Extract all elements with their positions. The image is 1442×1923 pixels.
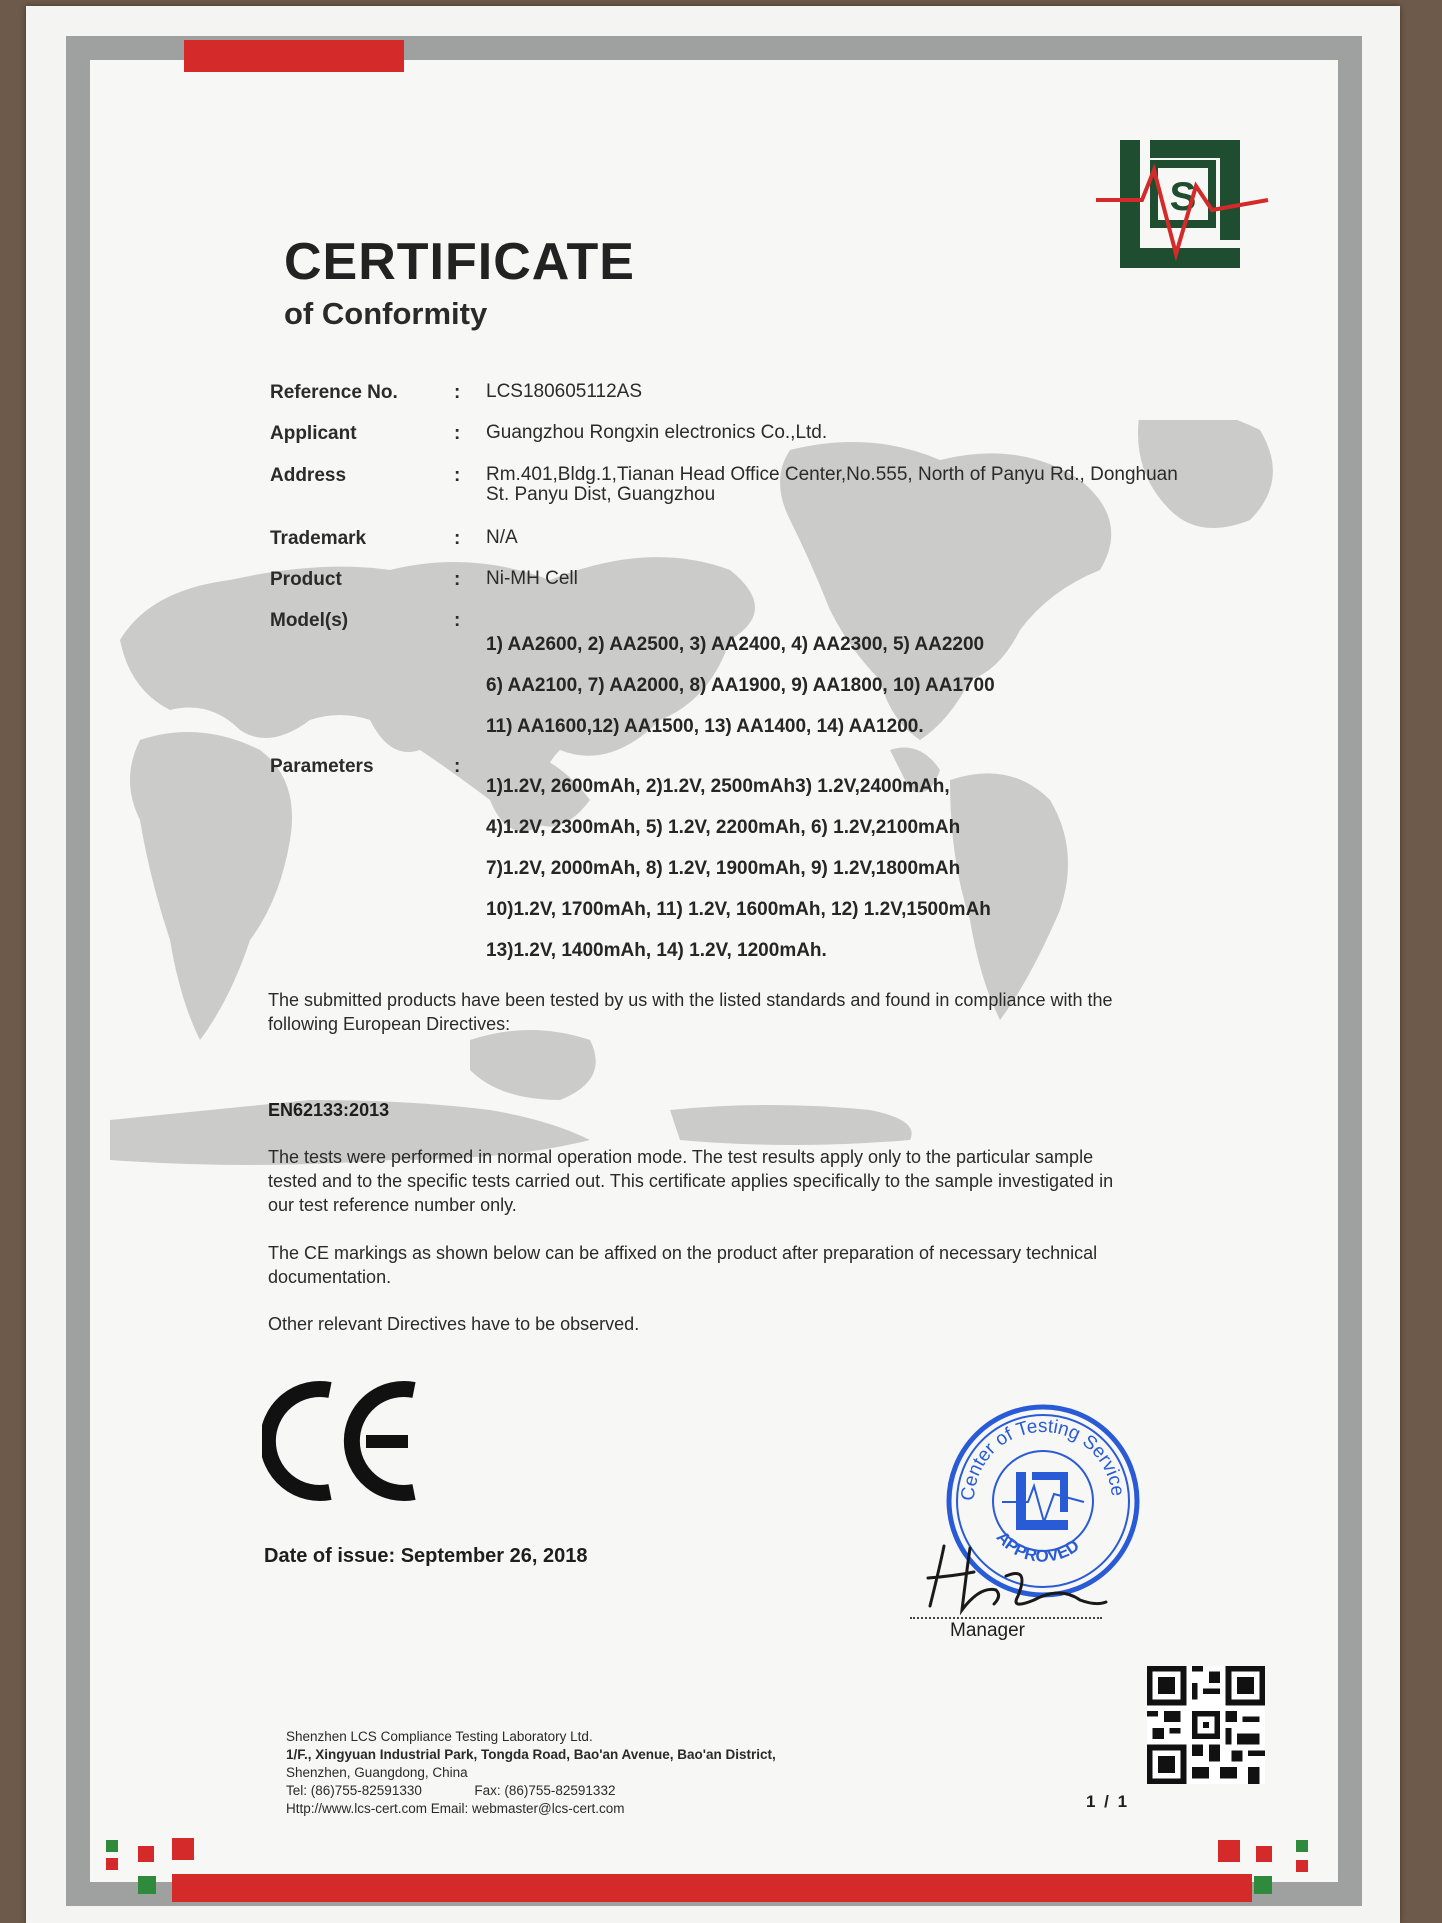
svg-text:S: S — [1169, 175, 1197, 219]
field-value: Guangzhou Rongxin electronics Co.,Ltd. — [486, 422, 828, 443]
list-item: 7)1.2V, 2000mAh, 8) 1.2V, 1900mAh, 9) 1.2V,1800mAh — [486, 858, 961, 879]
footer-line: Http://www.lcs-cert.com Email: webmaster@lcs-cert.com — [286, 1801, 625, 1816]
signer-title: Manager — [950, 1620, 1025, 1641]
corner-square — [1256, 1846, 1272, 1862]
corner-square — [138, 1846, 154, 1862]
lab-footer — [286, 1728, 776, 1818]
field-label: Address — [270, 465, 347, 486]
corner-square — [172, 1838, 194, 1860]
list-item: 1)1.2V, 2600mAh, 2)1.2V, 2500mAh3) 1.2V,2400mAh, — [486, 776, 950, 797]
list-item: 6) AA2100, 7) AA2000, 8) AA1900, 9) AA1800, 10) AA1700 — [486, 675, 995, 696]
corner-square — [1218, 1840, 1240, 1862]
field-value: LCS180605112AS — [486, 381, 642, 402]
corner-square — [106, 1858, 118, 1870]
corner-square — [1254, 1876, 1272, 1894]
corner-square — [106, 1840, 118, 1852]
standard-code: EN62133:2013 — [268, 1100, 390, 1120]
models-list — [486, 624, 995, 747]
field-colon: : — [454, 528, 461, 549]
other-note: Other relevant Directives have to be observed. — [268, 1314, 640, 1334]
list-item: 1) AA2600, 2) AA2500, 3) AA2400, 4) AA2300, 5) AA2200 — [486, 634, 985, 655]
field-colon: : — [454, 465, 461, 486]
field-label: Reference No. — [270, 382, 398, 403]
field-label: Applicant — [270, 423, 357, 444]
signature — [910, 1536, 1110, 1618]
parameters-list — [486, 766, 991, 971]
bottom-red-strip — [172, 1874, 1252, 1902]
field-value: Ni-MH Cell — [486, 568, 578, 589]
certificate-title: CERTIFICATE — [284, 233, 635, 291]
list-item: 4)1.2V, 2300mAh, 5) 1.2V, 2200mAh, 6) 1.2V,2100mAh — [486, 817, 961, 838]
field-label: Model(s) — [270, 610, 349, 631]
compliance-statement: The submitted products have been tested by us with the listed standards and found in compliance with the following European Directives: — [268, 990, 1113, 1034]
ce-note: The CE markings as shown below can be affixed on the product after preparation of necessary technical documentation. — [268, 1243, 1098, 1287]
ce-mark-icon — [262, 1378, 426, 1504]
field-colon: : — [454, 569, 461, 590]
signature-line — [910, 1617, 1102, 1619]
field-label: Trademark — [270, 528, 367, 549]
lcs-logo-icon — [1092, 136, 1272, 272]
list-item: 10)1.2V, 1700mAh, 11) 1.2V, 1600mAh, 12) 1.2V,1500mAh — [486, 899, 991, 920]
top-red-strip — [184, 40, 404, 72]
list-item: 11) AA1600,12) AA1500, 13) AA1400, 14) AA1200. — [486, 716, 924, 737]
tests-note: The tests were performed in normal operation mode. The test results apply only to the particular sample tested and to the specific tests carried out. This certificate applies specifically to the sample investigated in our test reference number only. — [268, 1147, 1114, 1215]
field-colon: : — [454, 382, 461, 403]
footer-line: Shenzhen, Guangdong, China — [286, 1765, 468, 1780]
field-value: Rm.401,Bldg.1,Tianan Head Office Center,No.555, North of Panyu Rd., Donghuan St. Panyu Dist, Guangzhou — [486, 464, 1178, 505]
stamp-approved-text: APPROVED — [992, 1527, 1083, 1566]
field-label: Product — [270, 569, 342, 590]
corner-square — [1296, 1860, 1308, 1872]
footer-line: Tel: (86)755-82591330 Fax: (86)755-82591332 — [286, 1783, 616, 1798]
field-label: Parameters — [270, 756, 374, 777]
field-colon: : — [454, 610, 461, 631]
footer-line: Shenzhen LCS Compliance Testing Laboratory Ltd. — [286, 1729, 593, 1744]
field-colon: : — [454, 756, 461, 777]
field-value: N/A — [486, 527, 518, 548]
list-item: 13)1.2V, 1400mAh, 14) 1.2V, 1200mAh. — [486, 940, 827, 961]
date-of-issue: Date of issue: September 26, 2018 — [264, 1545, 588, 1567]
corner-square — [1296, 1840, 1308, 1852]
field-colon: : — [454, 423, 461, 444]
corner-square — [138, 1876, 156, 1894]
page-number: 1 / 1 — [1086, 1792, 1130, 1811]
qr-code-icon — [1146, 1666, 1266, 1784]
footer-line: 1/F., Xingyuan Industrial Park, Tongda Road, Bao'an Avenue, Bao'an District, — [286, 1747, 776, 1762]
stamp-text: Center of Testing Service — [957, 1415, 1128, 1502]
certificate-subtitle: of Conformity — [284, 296, 488, 331]
